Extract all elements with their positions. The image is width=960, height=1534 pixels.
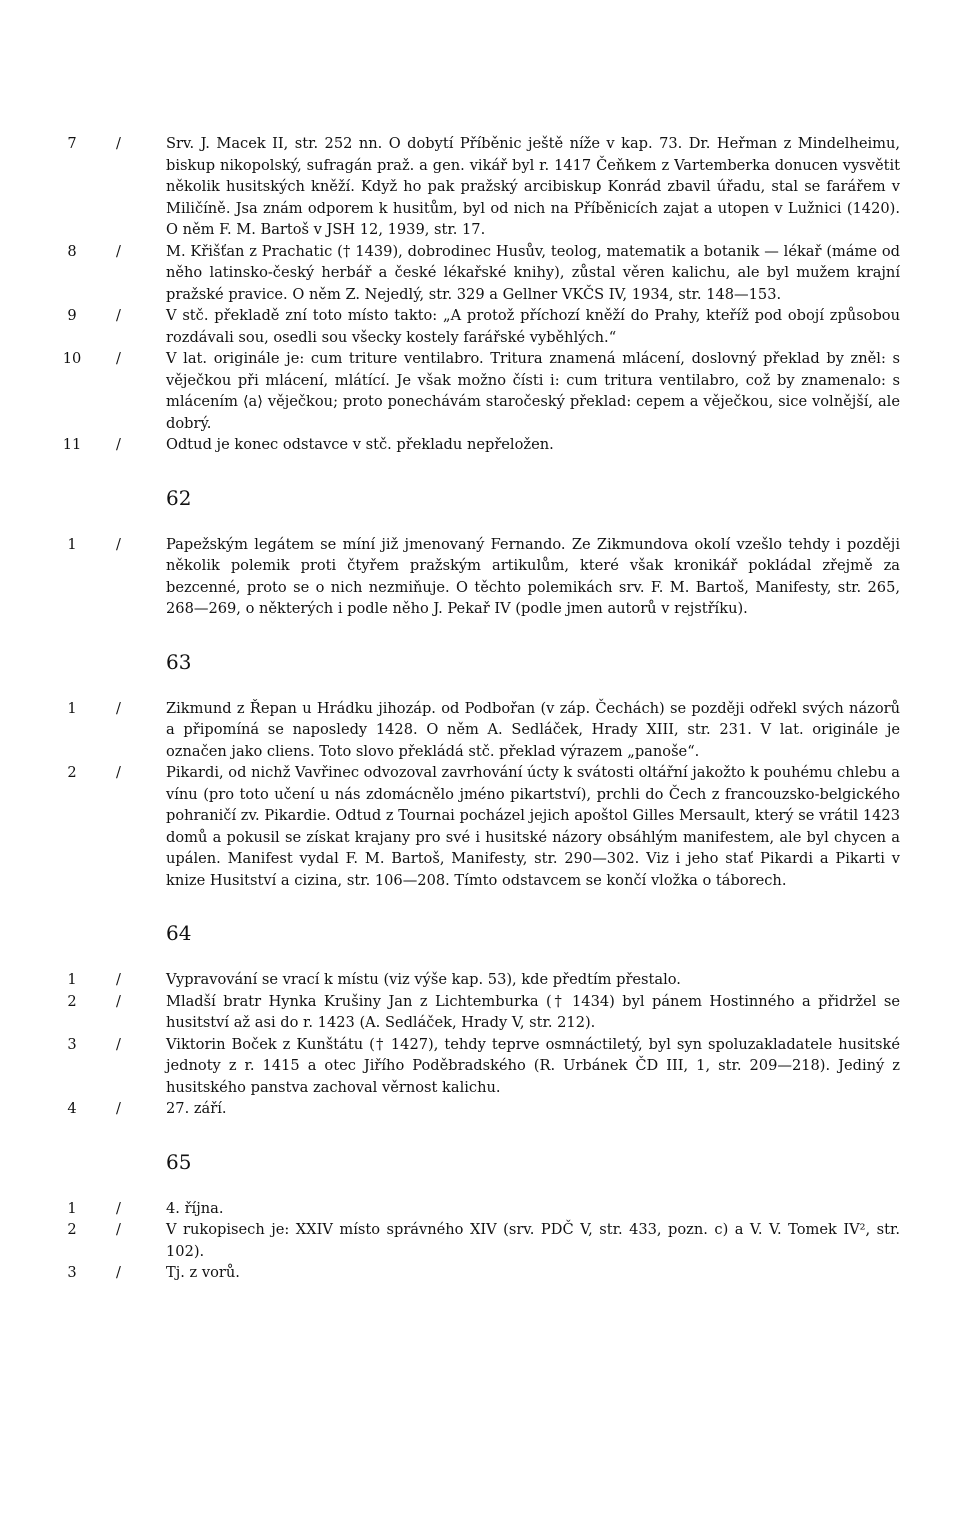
chapter-heading: 65 (166, 1149, 192, 1174)
note-3: 3 / Viktorin Boček z Kunštátu († 1427), tehdy teprve osmnáctiletý, byl syn spoluzakladatele husitské jednoty z r. 1415 a otec Jiřího Poděbradského (R. Urbánek ČD III, 1, str. 209—218). Jediný z husitského panstva zachoval věrnost kalichu. (60, 1034, 900, 1099)
chapter-heading: 64 (166, 921, 192, 945)
note-text: Tj. z vorů. (166, 1264, 240, 1281)
note-4: 4 / 27. září. (60, 1098, 900, 1120)
note-2: 2 / V rukopisech je: XXIV místo správného XIV (srv. PDČ V, str. 433, pozn. c) a V. V. Tomek IV², str. 102). (60, 1219, 900, 1262)
note-text: V rukopisech je: XXIV místo správného XIV (srv. PDČ V, str. 433, pozn. c) a V. V. Tomek IV², str. 102). (166, 1221, 900, 1260)
section-65 (60, 1150, 900, 1284)
note-10: 10 / V lat. originále je: cum triture ventilabro. Tritura znamená mlácení, doslovný překlad by zněl: s věječkou při mlácení, mlátící. Je však možno čísti i: cum tritura ventilabro, což by znamenalo: s mlácením ⟨a⟩ věječkou; proto ponechávám staročeský překlad: cepem a věječkou, sice volnější, ale dobrý. (60, 348, 900, 434)
chapter-heading: 63 (166, 649, 192, 674)
note-text: Mladší bratr Hynka Krušiny Jan z Lichtemburka († 1434) byl pánem Hostinného a přidržel se husitství až asi do r. 1423 (A. Sedláček, Hrady V, str. 212). (166, 992, 900, 1031)
note-text: Vypravování se vrací k místu (viz výše kap. 53), kde předtím přestalo. (166, 971, 681, 988)
note-1: 1 / Zikmund z Řepan u Hrádku jihozáp. od Podbořan (v záp. Čechách) se později odřekl svých názorů a připomíná se naposledy 1428. O něm A. Sedláček, Hrady XIII, str. 231. V lat. originále je označen jako cliens. Toto slovo překládá stč. překlad výrazem „panoše“. (60, 698, 900, 763)
note-text: Zikmund z Řepan u Hrádku jihozáp. od Podbořan (v záp. Čechách) se později odřekl svých názorů a připomíná se naposledy 1428. O něm A. Sedláček, Hrady XIII, str. 231. V lat. originále je označen jako cliens. Toto slovo překládá stč. překlad výrazem „panoše“. (166, 699, 900, 760)
note-text: 4. října. (166, 1199, 224, 1217)
note-text: Odtud je konec odstavce v stč. překladu nepřeložen. (166, 436, 554, 453)
section-64 (60, 921, 900, 1120)
section-62 (60, 486, 900, 620)
note-text: Srv. J. Macek II, str. 252 nn. O dobytí Příběnic ještě níže v kap. 73. Dr. Heřman z Mindelheimu, biskup nikopolský, sufragán praž. a gen. vikář byl r. 1417 Čeňkem z Vartemberka donucen vysvětit několik husitských kněží. Když ho pak pražský arcibiskup Konrád zbavil úřadu, stal se farářem v Miličíně. Jsa znám odporem k husitům, byl od nich na Příběnicích zajat a utopen v Lužnici (1420). O něm F. M. Bartoš v JSH 12, 1939, str. 17. (166, 135, 900, 238)
note-text: Papežským legátem se míní již jmenovaný Fernando. Ze Zikmundova okolí vzešlo tehdy i později několik polemik proti čtyřem pražským artikulům, které však kronikář pokládal zřejmě za bezcenné, proto se o nich nezmiňuje. O těchto polemikách srv. F. M. Bartoš, Manifesty, str. 265, 268—269, o některých i podle něho J. Pekař IV (podle jmen autorů v rejstříku). (166, 535, 900, 617)
note-text: V stč. překladě zní toto místo takto: „A protož příchozí kněží do Prahy, kteříž pod obojí způsobou rozdávali sou, osedli sou všecky kostely farářské vyběhlých.“ (166, 307, 900, 346)
note-2: 2 / Pikardi, od nichž Vavřinec odvozoval zavrhování úcty k svátosti oltářní jakožto k pouhému chlebu a vínu (pro toto učení u nás zdomácnělo jméno pikartství), prchli do Čech z francouzsko-belgického pohraničí zv. Pikardie. Odtud z Tournai pocházel jejich apoštol Gilles Mersault, který se vrátil 1423 domů a pokusil se získat krajany pro své i husitské názory obsáhlým manifestem, ale byl chycen a upálen. Manifest vydal F. M. Bartoš, Manifesty, str. 290—302. Viz i jeho stať Pikardi a Pikarti v knize Husitství a cizina, str. 106—208. Tímto odstavcem se končí vložka o táborech. (60, 762, 900, 891)
note-8: 8 / M. Křišťan z Prachatic († 1439), dobrodinec Husův, teolog, matematik a botanik — lékař (máme od něho latinsko-český herbář a české lékařské knihy), zůstal věren kalichu, ale byl mužem krajní pražské pravice. O něm Z. Nejedlý, str. 329 a Gellner VKČS IV, 1934, str. 148—153. (60, 241, 900, 306)
note-7: 7 / Srv. J. Macek II, str. 252 nn. O dobytí Příběnic ještě níže v kap. 73. Dr. Heřman z Mindelheimu, biskup nikopolský, sufragán praž. a gen. vikář byl r. 1417 Čeňkem z Vartemberka donucen vysvětit několik husitských kněží. Když ho pak pražský arcibiskup Konrád zbavil úřadu, stal se farářem v Miličíně. Jsa znám odporem k husitům, byl od nich na Příběnicích zajat a utopen v Lužnici (1420). O něm F. M. Bartoš v JSH 12, 1939, str. 17. (60, 133, 900, 241)
note-1: 1 / Vypravování se vrací k místu (viz výše kap. 53), kde předtím přestalo. (60, 969, 900, 991)
note-text: 27. září. (166, 1100, 227, 1117)
note-text: Viktorin Boček z Kunštátu († 1427), tehdy teprve osmnáctiletý, byl syn spoluzakladatele husitské jednoty z r. 1415 a otec Jiřího Poděbradského (R. Urbánek ČD III, 1, str. 209—218). Jediný z husitského panstva zachoval věrnost kalichu. (166, 1035, 900, 1096)
note-9: 9 / V stč. překladě zní toto místo takto: „A protož příchozí kněží do Prahy, kteříž pod obojí způsobou rozdávali sou, osedli sou všecky kostely farářské vyběhlých.“ (60, 305, 900, 348)
note-1: 1 / Papežským legátem se míní již jmenovaný Fernando. Ze Zikmundova okolí vzešlo tehdy i později několik polemik proti čtyřem pražským artikulům, které však kronikář pokládal zřejmě za bezcenné, proto se o nich nezmiňuje. O těchto polemikách srv. F. M. Bartoš, Manifesty, str. 265, 268—269, o některých i podle něho J. Pekař IV (podle jmen autorů v rejstříku). (60, 534, 900, 620)
section-continued (60, 133, 900, 456)
chapter-heading: 62 (166, 485, 192, 510)
note-text: M. Křišťan z Prachatic († 1439), dobrodinec Husův, teolog, matematik a botanik — lékař (máme od něho latinsko-český herbář a české lékařské knihy), zůstal věren kalichu, ale byl mužem krajní pražské pravice. O něm Z. Nejedlý, str. 329 a Gellner VKČS IV, 1934, str. 148—153. (166, 242, 900, 303)
note-2: 2 / Mladší bratr Hynka Krušiny Jan z Lichtemburka († 1434) byl pánem Hostinného a přidržel se husitství až asi do r. 1423 (A. Sedláček, Hrady V, str. 212). (60, 991, 900, 1034)
notes-content (60, 133, 900, 1284)
note-text: V lat. originále je: cum triture ventilabro. Tritura znamená mlácení, doslovný překlad by zněl: s věječkou při mlácení, mlátící. Je však možno čísti i: cum tritura ventilabro, což by znamenalo: s mlácením ⟨a⟩ věječkou; proto ponechávám staročeský překlad: cepem a věječkou, sice volnější, ale dobrý. (166, 350, 900, 432)
note-1: 1 / 4. října. (60, 1198, 900, 1220)
section-63 (60, 650, 900, 892)
note-11: 11 / Odtud je konec odstavce v stč. překladu nepřeložen. (60, 434, 900, 456)
note-text: Pikardi, od nichž Vavřinec odvozoval zavrhování úcty k svátosti oltářní jakožto k pouhému chlebu a vínu (pro toto učení u nás zdomácnělo jméno pikartství), prchli do Čech z francouzsko-belgického pohraničí zv. Pikardie. Odtud z Tournai pocházel jejich apoštol Gilles Mersault, který se vrátil 1423 domů a pokusil se získat krajany pro své i husitské názory obsáhlým manifestem, ale byl chycen a upálen. Manifest vydal F. M. Bartoš, Manifesty, str. 290—302. Viz i jeho stať Pikardi a Pikarti v knize Husitství a cizina, str. 106—208. Tímto odstavcem se končí vložka o táborech. (166, 764, 900, 889)
note-3: 3 / Tj. z vorů. (60, 1262, 900, 1284)
